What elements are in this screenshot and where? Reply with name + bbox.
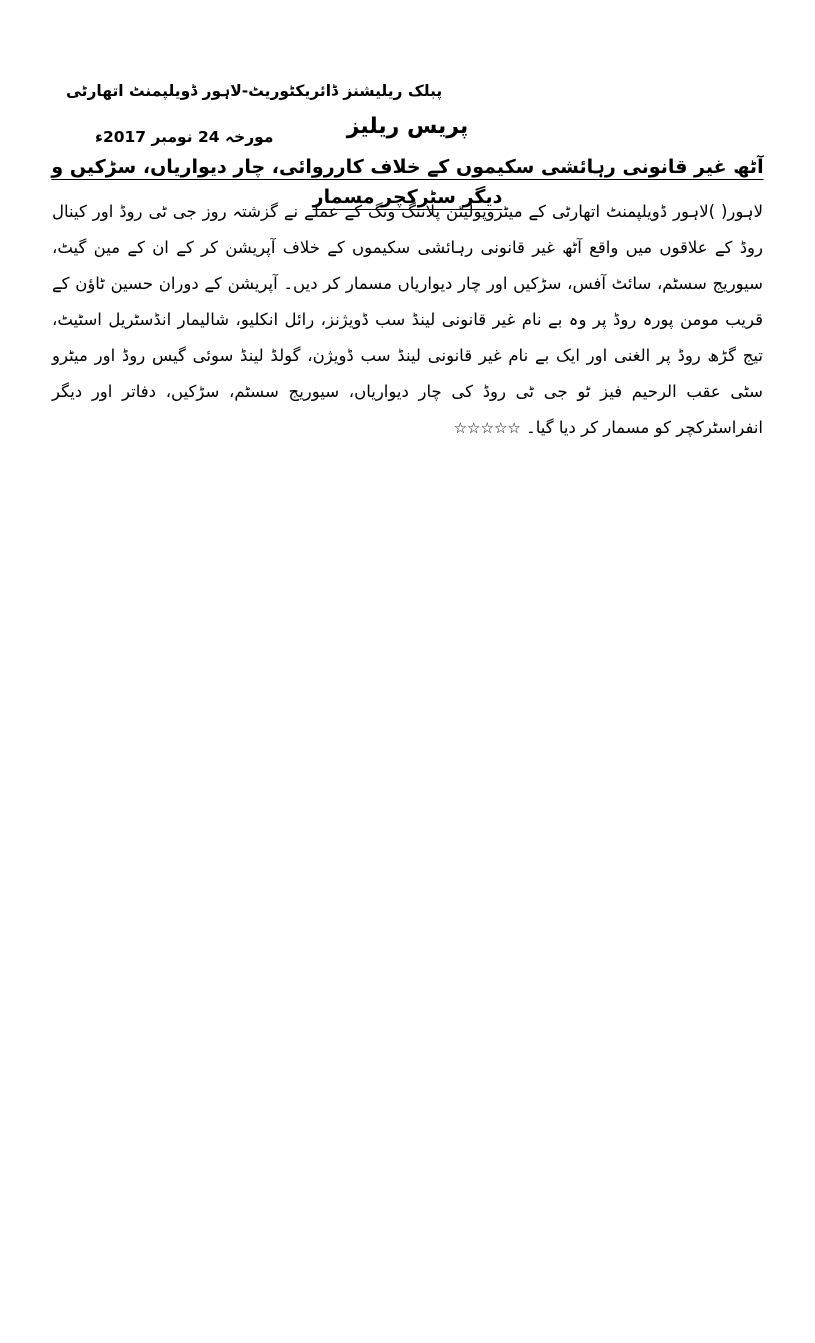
end-stars: ☆☆☆☆☆ — [453, 419, 521, 437]
headline: آٹھ غیر قانونی رہائشی سکیموں کے خلاف کارروائی، چار دیواریاں، سڑکیں و دیگر سٹرکچر مسمار — [51, 156, 764, 208]
press-release-heading: پریس ریلیز — [346, 114, 469, 139]
body-paragraph — [52, 194, 763, 446]
date-line: مورخہ 24 نومبر 2017ء — [95, 128, 274, 146]
press-release-row — [0, 112, 815, 156]
body-text: لاہور( )لاہور ڈویلپمنٹ اتھارٹی کے میٹروپولیٹن پلاننگ ونگ کے عملے نے گزشتہ روز جی ٹی روڈ اور کینال روڈ کے علاقوں میں واقع آٹھ غیر قانونی رہائشی سکیموں کے خلاف آپریشن کر کے ان کے مین گیٹ، سیوریج سسٹم، سائٹ آفس، سڑکیں اور چار دیواریاں مسمار کر دیں۔ آپریشن کے دوران حسین ٹاؤن کے قریب مومن پورہ روڈ پر وہ بے نام غیر قانونی لینڈ سب ڈویژنز، رائل انکلیو، شالیمار انڈسٹریل اسٹیٹ، تیج گڑھ روڈ پر الغنی اور ایک بے نام غیر قانونی لینڈ سب ڈویژن، گولڈ لینڈ سوئی گیس روڈ اور میٹرو سٹی عقب الرحیم فیز ٹو جی ٹی روڈ کی چار دیواریاں، سیوریج سسٹم، سڑکیں، دفاتر اور دیگر انفراسٹرکچر کو مسمار کر دیا گیا۔ — [52, 202, 763, 437]
org-title: پبلک ریلیشنز ڈائریکٹوریٹ-لاہور ڈویلپمنٹ اتھارٹی — [66, 82, 443, 100]
